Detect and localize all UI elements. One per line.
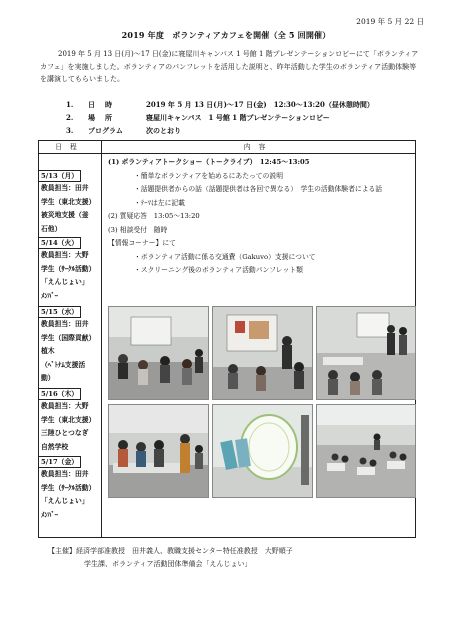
- schedule-content-column: [102, 154, 416, 538]
- schedule-days-column: [39, 154, 102, 538]
- schedule-header-right: 内容: [102, 141, 416, 154]
- event-photo-3: [316, 306, 416, 400]
- day-block-1: 5/13（月） 教員担当：田井 学生（東北支援） 被災地支援（釜 石他）: [39, 170, 101, 236]
- document-date: 2019 年 5 月 22 日: [356, 17, 424, 26]
- footer-line-2: 学生課、ボランティア活動団体準備会「えんじょい」: [84, 560, 252, 568]
- day-block-4: 5/16（木） 教員担当：大野 学生（東北支援） 三陸ひとつなぎ 自然学校: [39, 388, 101, 454]
- day-block-3: 5/15（水） 教員担当：田井 学生（国際貢献） 植木 （ﾍﾞﾄﾅﾑ支援活 動）: [39, 306, 101, 386]
- detail-item-program: 3. プログラム 次のとおり: [66, 126, 181, 135]
- event-photo-5: [212, 404, 313, 498]
- event-details: [66, 100, 374, 139]
- event-photo-2: [212, 306, 313, 400]
- footer-organizers: [48, 545, 293, 571]
- day-block-2: 5/14（火） 教員担当：大野 学生（ｻｰｸﾙ活動） 「えんじょい」 ﾒﾝﾊﾞｰ: [39, 237, 101, 303]
- document-title: 2019 年度 ボランティアカフェを開催（全 5 回開催）: [121, 30, 331, 40]
- program-content: (1) ボランティアトークショー（トークライブ） 12:45～13:05 ・簡単なボランティアを始めるにあたっての説明 ・話題提供者からの話（話題提供者は各回で異なる） 学生の活動体験者による話 ・ﾃｰﾏは左に記載 (2) 質疑応答 13:05～13:20 (3) 相談受付 随時 【情報コーナー】にて ・ボランティア活動に係る交通費（Gakuvo）支援について ・スクリーニング後のボランティア活動パンフレット類: [108, 158, 383, 274]
- event-photo-4: [108, 404, 209, 498]
- schedule-header-left: 日程: [39, 141, 102, 154]
- event-photo-6: [316, 404, 416, 498]
- schedule-table: [38, 140, 416, 538]
- footer-line-1: 【主催】経済学部准教授 田井義人、教職支援センター特任准教授 大野順子: [48, 547, 293, 555]
- detail-item-place: 2. 場所 寝屋川キャンパス 1 号館 1 階プレゼンテーションロビー: [66, 113, 330, 122]
- day-block-5: 5/17（金） 教員担当：田井 学生（ｻｰｸﾙ活動） 「えんじょい」 ﾒﾝﾊﾞｰ: [39, 456, 101, 522]
- intro-paragraph: 2019 年 5 月 13 日(月)～17 日(金)に寝屋川キャンパス 1 号館 1 階プレゼンテーションロビーにて「ボランティアカフェ」を実施しました。ボランティアのパンフレットを活用した説明と、昨年活動した学生のボランティア活動体験等を講演してもらいました。: [40, 50, 419, 83]
- detail-item-datetime: 1. 日時 2019 年 5 月 13 日(月)～17 日(金) 12:30～13:20（昼休憩時間）: [66, 100, 374, 109]
- event-photo-1: [108, 306, 209, 400]
